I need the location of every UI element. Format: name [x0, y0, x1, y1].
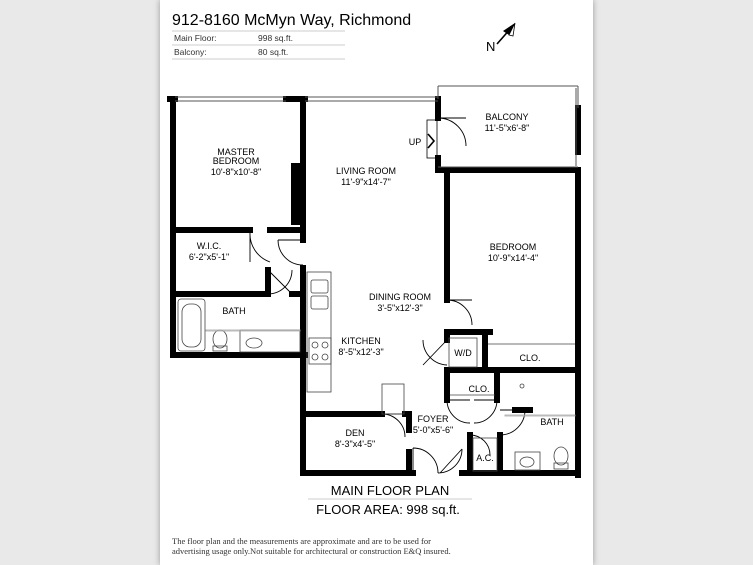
living-room-label: LIVING ROOM [335, 166, 397, 176]
bedroom-dims: 10'-9"x14'-4" [487, 253, 539, 263]
disclaimer-line-2: advertising usage only.Not suitable for architectural or construction E&Q insured. [172, 546, 451, 556]
vanity-icon [240, 330, 300, 352]
wic-dims: 6'-2"x5'-1" [188, 252, 230, 262]
stairs-up-label: UP [408, 137, 422, 147]
bath2-fixtures [505, 384, 575, 470]
floor-plan-drawing [160, 0, 593, 565]
balcony-dims: 11'-5"x6'-8" [484, 123, 530, 133]
balcony-area-value: 80 sq.ft. [258, 47, 289, 57]
foyer-label: FOYER [417, 414, 449, 424]
toilet-icon [213, 330, 227, 348]
structural-column [291, 163, 301, 225]
plan-title: MAIN FLOOR PLAN [330, 483, 450, 498]
toilet-icon [554, 447, 568, 465]
closet-label-1: CLO. [519, 353, 541, 363]
kitchen-label: KITCHEN [341, 336, 381, 346]
wic-label: W.I.C. [196, 241, 222, 251]
fridge-icon [382, 384, 404, 414]
master-bedroom-dims: 10'-8"x10'-8" [210, 167, 262, 177]
wd-label: W/D [454, 348, 472, 358]
ac-label: A.C. [476, 453, 494, 463]
den-label: DEN [345, 428, 365, 438]
bath1-label: BATH [222, 306, 246, 316]
foyer-dims: 5'-0"x5'-6" [412, 425, 454, 435]
main-floor-label: Main Floor: [174, 33, 217, 43]
north-label: N [486, 39, 496, 54]
header-table [172, 31, 345, 59]
dining-room-dims: 3'-5"x12'-3" [377, 303, 423, 313]
stairs-up-icon [427, 120, 437, 158]
page-title: 912-8160 McMyn Way, Richmond [172, 12, 412, 29]
north-arrow-icon [497, 23, 515, 44]
main-floor-value: 998 sq.ft. [258, 33, 293, 43]
bath2-label: BATH [540, 417, 564, 427]
disclaimer-line-1: The floor plan and the measurements are approximate and are to be used for [172, 536, 431, 546]
floor-plan-sheet [160, 0, 593, 565]
closet-label-2: CLO. [468, 384, 490, 394]
master-bedroom-label: MASTER [217, 147, 255, 157]
dining-room-label: DINING ROOM [369, 292, 431, 302]
den-dims: 8'-3"x4'-5" [334, 439, 376, 449]
living-room-dims: 11'-9"x14'-7" [341, 177, 391, 187]
bedroom-label: BEDROOM [489, 242, 537, 252]
balcony-area-label: Balcony: [174, 47, 207, 57]
master-bedroom-label-2: BEDROOM [212, 156, 260, 166]
compass [486, 23, 515, 54]
balcony-label: BALCONY [485, 112, 529, 122]
sink-icon [311, 280, 328, 293]
stove-icon [309, 338, 331, 364]
kitchen-dims: 8'-5"x12'-3" [338, 347, 384, 357]
floor-area: FLOOR AREA: 998 sq.ft. [316, 502, 460, 517]
